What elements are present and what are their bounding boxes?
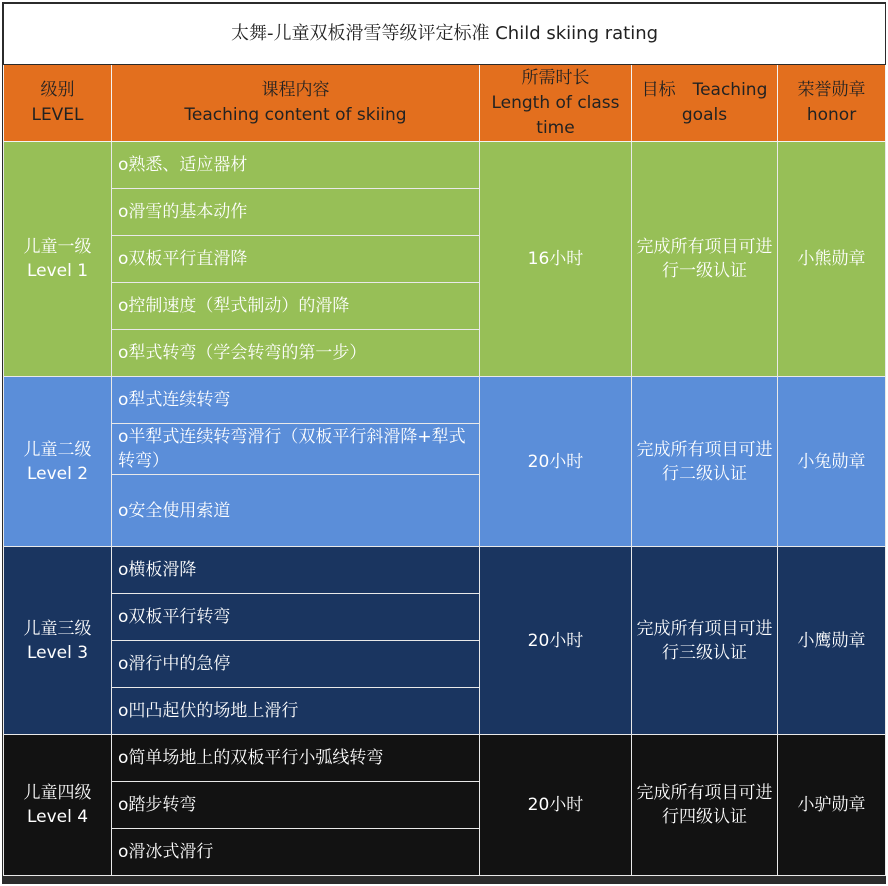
- list-item: o犁式连续转弯: [112, 377, 480, 424]
- list-item: o半犁式连续转弯滑行（双板平行斜滑降+犁式转弯）: [112, 424, 480, 475]
- level-name-en: Level 1: [26, 261, 89, 281]
- list-item: o滑行中的急停: [112, 641, 480, 688]
- level-4-honor: 小驴勋章: [778, 735, 886, 876]
- level-3-goal: 完成所有项目可进行三级认证: [632, 547, 778, 735]
- level-name-cn: 儿童二级: [23, 439, 92, 460]
- level-1-honor: 小熊勋章: [778, 142, 886, 377]
- level-4-time: 20小时: [480, 735, 632, 876]
- title-row: [4, 4, 886, 65]
- header-level: [4, 65, 112, 142]
- header-content-en: Teaching content of skiing: [184, 105, 407, 125]
- table-row: [4, 377, 886, 424]
- list-item: o熟悉、适应器材: [112, 142, 480, 189]
- level-name-cn: 儿童三级: [23, 618, 92, 639]
- table-row: [4, 547, 886, 594]
- header-level-cn: 级别: [40, 80, 75, 100]
- list-item: o踏步转弯: [112, 782, 480, 829]
- level-2-goal: 完成所有项目可进行二级认证: [632, 377, 778, 547]
- level-4-goal: 完成所有项目可进行四级认证: [632, 735, 778, 876]
- header-level-en: LEVEL: [31, 105, 84, 125]
- list-item: o横板滑降: [112, 547, 480, 594]
- level-name-cn: 儿童一级: [23, 237, 92, 257]
- header-goals: 目标 Teaching goals: [632, 65, 778, 142]
- list-item: o双板平行直滑降: [112, 236, 480, 283]
- level-1-time: 16小时: [480, 142, 632, 377]
- list-item: o双板平行转弯: [112, 594, 480, 641]
- level-name-en: Level 2: [26, 463, 89, 484]
- rating-table-frame: [2, 2, 886, 884]
- level-name-en: Level 3: [26, 642, 89, 663]
- header-honor: [778, 65, 886, 142]
- header-time: [480, 65, 632, 142]
- header-time-cn: 所需时长: [521, 67, 590, 88]
- level-name-cn: 儿童四级: [23, 783, 92, 803]
- table-row: [4, 735, 886, 782]
- list-item: o滑冰式滑行: [112, 829, 480, 876]
- list-item: o简单场地上的双板平行小弧线转弯: [112, 735, 480, 782]
- header-content-cn: 课程内容: [261, 80, 330, 100]
- level-3-honor: 小鹰勋章: [778, 547, 886, 735]
- level-2-name: [4, 377, 112, 547]
- header-time-en: Length of class time: [491, 92, 620, 138]
- level-3-name: [4, 547, 112, 735]
- header-honor-en: honor: [806, 105, 857, 125]
- level-name-en: Level 4: [26, 807, 89, 827]
- header-content: [112, 65, 480, 142]
- level-1-name: [4, 142, 112, 377]
- level-3-time: 20小时: [480, 547, 632, 735]
- rating-table: [3, 3, 886, 876]
- level-2-honor: 小兔勋章: [778, 377, 886, 547]
- list-item: o凹凸起伏的场地上滑行: [112, 688, 480, 735]
- list-item: o安全使用索道: [112, 475, 480, 547]
- header-honor-cn: 荣誉勋章: [797, 80, 866, 100]
- header-row: [4, 65, 886, 142]
- level-1-goal: 完成所有项目可进行一级认证: [632, 142, 778, 377]
- list-item: o犁式转弯（学会转弯的第一步）: [112, 330, 480, 377]
- table-title: 太舞-儿童双板滑雪等级评定标准 Child skiing rating: [4, 4, 886, 65]
- table-row: [4, 142, 886, 189]
- level-2-time: 20小时: [480, 377, 632, 547]
- list-item: o控制速度（犁式制动）的滑降: [112, 283, 480, 330]
- list-item: o滑雪的基本动作: [112, 189, 480, 236]
- level-4-name: [4, 735, 112, 876]
